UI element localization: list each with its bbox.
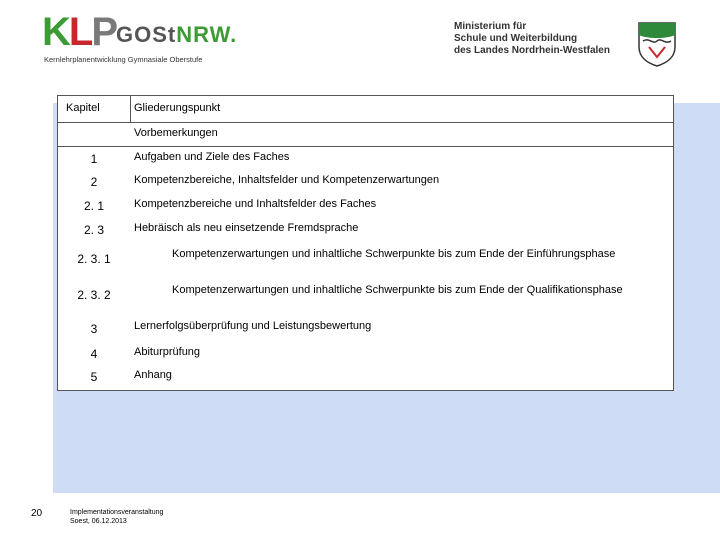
logo-letter-l: L <box>68 10 92 54</box>
table-row <box>58 218 673 242</box>
row-number: 5 <box>90 370 98 384</box>
footer-info <box>70 508 163 526</box>
header-gliederungspunkt: Gliederungspunkt <box>134 102 221 114</box>
row-number: 2. 3. 1 <box>77 252 111 266</box>
table-row <box>58 316 673 342</box>
table-row <box>58 278 673 314</box>
row-text: Abiturprüfung <box>134 346 201 358</box>
ministry-line-2: Schule und Weiterbildung <box>454 33 578 44</box>
table-row <box>58 366 673 390</box>
table-header-row <box>58 96 673 122</box>
klp-letters <box>42 10 116 54</box>
row-text: Kompetenzbereiche und Inhaltsfelder des Faches <box>134 198 377 210</box>
gost-nrw-brand <box>116 22 237 48</box>
brand-prefix: GOSt <box>116 22 177 47</box>
footer-place-date: Soest, 06.12.2013 <box>70 518 127 525</box>
row-text: Aufgaben und Ziele des Faches <box>134 151 290 163</box>
page-number: 20 <box>31 508 43 519</box>
row-number: 1 <box>90 152 98 166</box>
table-row <box>58 170 673 194</box>
row-text: Kompetenzbereiche, Inhaltsfelder und Kompetenzerwartungen <box>134 174 440 186</box>
table-row <box>58 146 673 171</box>
nrw-coat-of-arms-icon <box>637 21 677 67</box>
row-text: Vorbemerkungen <box>134 127 218 139</box>
row-text: Hebräisch als neu einsetzende Fremdsprache <box>134 222 359 234</box>
row-number: 2. 3 <box>83 223 104 237</box>
row-text: Anhang <box>134 369 172 381</box>
left-margin <box>0 103 53 540</box>
ministry-line-1: Ministerium für <box>454 21 527 32</box>
footer-event: Implementationsveranstaltung <box>70 509 164 516</box>
row-number: 3 <box>90 322 98 336</box>
row-number: 2 <box>90 175 98 189</box>
table-row <box>58 194 673 218</box>
brand-nrw: NRW. <box>176 22 238 47</box>
table-row <box>58 242 673 278</box>
logo-letter-k: K <box>42 10 69 54</box>
logo-subtitle: Kernlehrplanentwicklung Gymnasiale Oberstufe <box>44 55 203 64</box>
column-divider <box>130 96 131 122</box>
klp-logo <box>42 10 262 70</box>
table-row <box>58 122 673 147</box>
row-text: Lernerfolgsüberprüfung und Leistungsbewertung <box>134 320 372 332</box>
table-row <box>58 342 673 366</box>
ministry-line-3: des Landes Nordrhein-Westfalen <box>454 45 610 56</box>
outline-table <box>57 95 674 391</box>
row-number: 2. 1 <box>83 199 104 213</box>
row-text: Kompetenzerwartungen und inhaltliche Schwerpunkte bis zum Ende der Qualifikationsphase <box>172 284 623 296</box>
row-number: 2. 3. 2 <box>77 288 111 302</box>
row-number: 4 <box>90 347 98 361</box>
header-kapitel: Kapitel <box>66 102 100 114</box>
logo-letter-p: P <box>91 10 117 54</box>
ministry-name <box>454 21 610 57</box>
row-text: Kompetenzerwartungen und inhaltliche Schwerpunkte bis zum Ende der Einführungsphase <box>172 248 616 260</box>
